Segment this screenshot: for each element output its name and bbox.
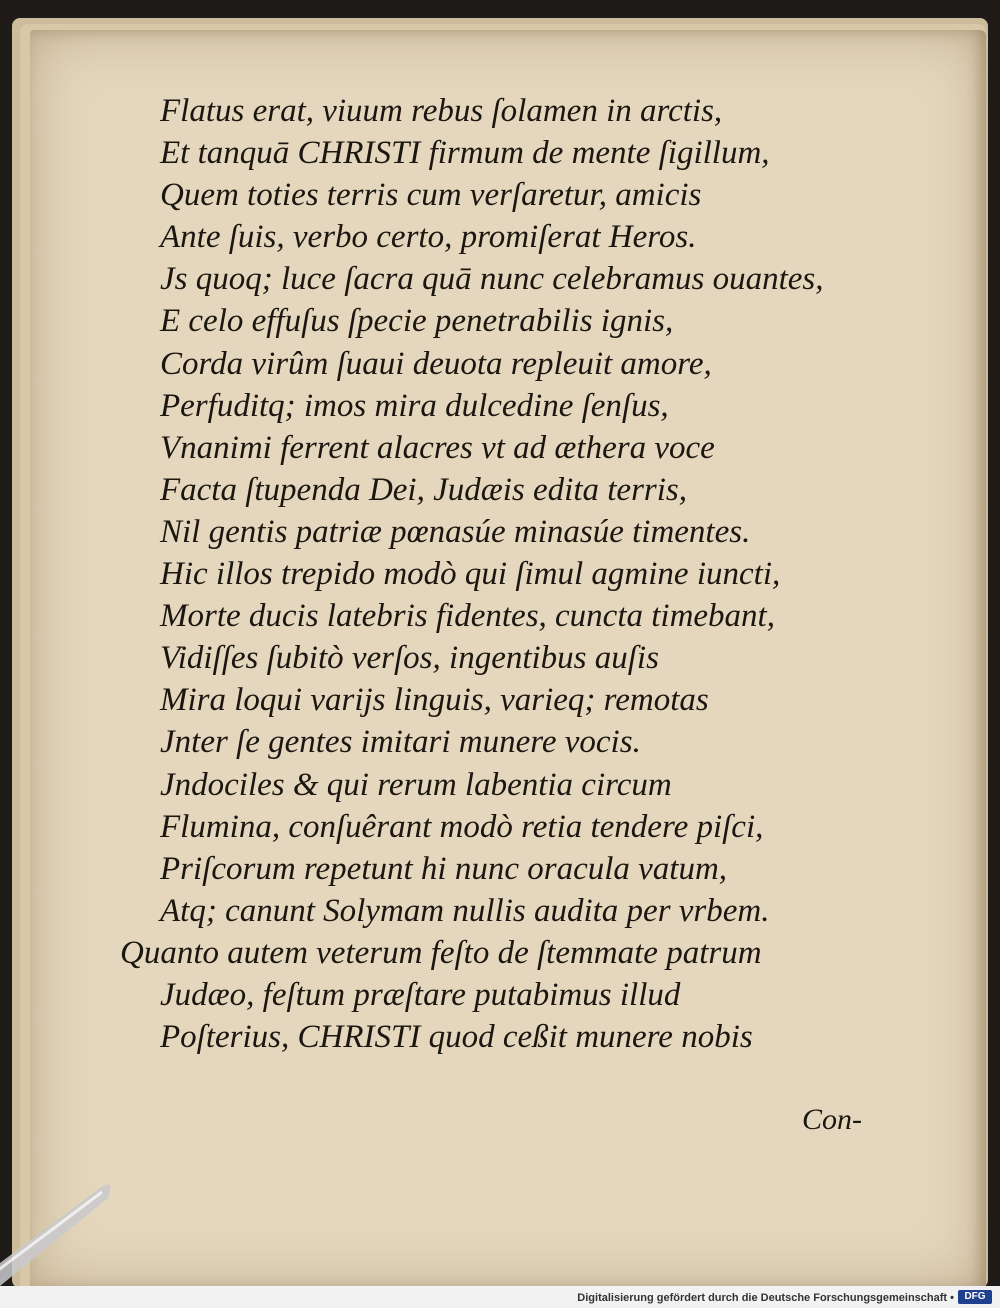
poem-line: Flatus erat, viuum rebus ſolamen in arctis, [160,93,723,129]
poem-line: Nil gentis patriæ pœnasúe minasúe timentes. [160,513,751,550]
poem-line: Js quoq; luce ſacra quā nunc celebramus ouantes, [160,261,824,298]
poem-line: Corda virûm ſuaui deuota repleuit amore, [160,345,712,382]
poem-line: Perfuditq; imos mira dulcedine ſenſus, [160,387,669,424]
poem-line: Jndociles & qui rerum labentia circum [160,766,672,803]
catchword: Con- [802,1103,862,1136]
book-page [30,30,986,1290]
poem-line: Quem toties terris cum verſaretur, amicis [160,177,702,214]
poem-line: Ante ſuis, verbo certo, promiſerat Heros. [160,219,697,256]
poem-line: Atq; canunt Solymam nullis audita per vrbem. [160,892,770,929]
poem-line: Vnanimi ferrent alacres vt ad æthera voce [160,429,715,466]
poem-line: E celo effuſus ſpecie penetrabilis ignis, [160,303,674,340]
poem-line: Jnter ſe gentes imitari munere vocis. [160,724,641,761]
footer-credit: Digitalisierung gefördert durch die Deutsche Forschungsgemeinschaft • [577,1292,954,1304]
poem-line: Morte ducis latebris fidentes, cuncta timebant, [160,598,775,635]
poem-line: Judæo, feſtum præſtare putabimus illud [160,976,681,1013]
poem-text [120,90,900,1058]
dfg-logo: DFG [958,1290,992,1304]
pen-tool-icon [0,1168,150,1288]
poem-line: Hic illos trepido modò qui ſimul agmine iuncti, [160,556,781,593]
poem-line: Priſcorum repetunt hi nunc oracula vatum, [160,850,728,887]
poem-line: Vidiſſes ſubitò verſos, ingentibus auſis [160,640,659,677]
footer-bar [0,1286,1000,1308]
poem-line: Facta ſtupenda Dei, Judæis edita terris, [160,471,688,508]
poem-line: Quanto autem veterum feſto de ſtemmate patrum [120,934,762,971]
poem-line: Mira loqui varijs linguis, varieq; remotas [160,682,709,719]
poem-line: Flumina, conſuêrant modò retia tendere piſci, [160,808,764,845]
poem-line: Et tanquā CHRISTI firmum de mente ſigillum, [160,135,770,172]
poem-line: Poſterius, CHRISTI quod ceßit munere nobis [160,1019,753,1056]
